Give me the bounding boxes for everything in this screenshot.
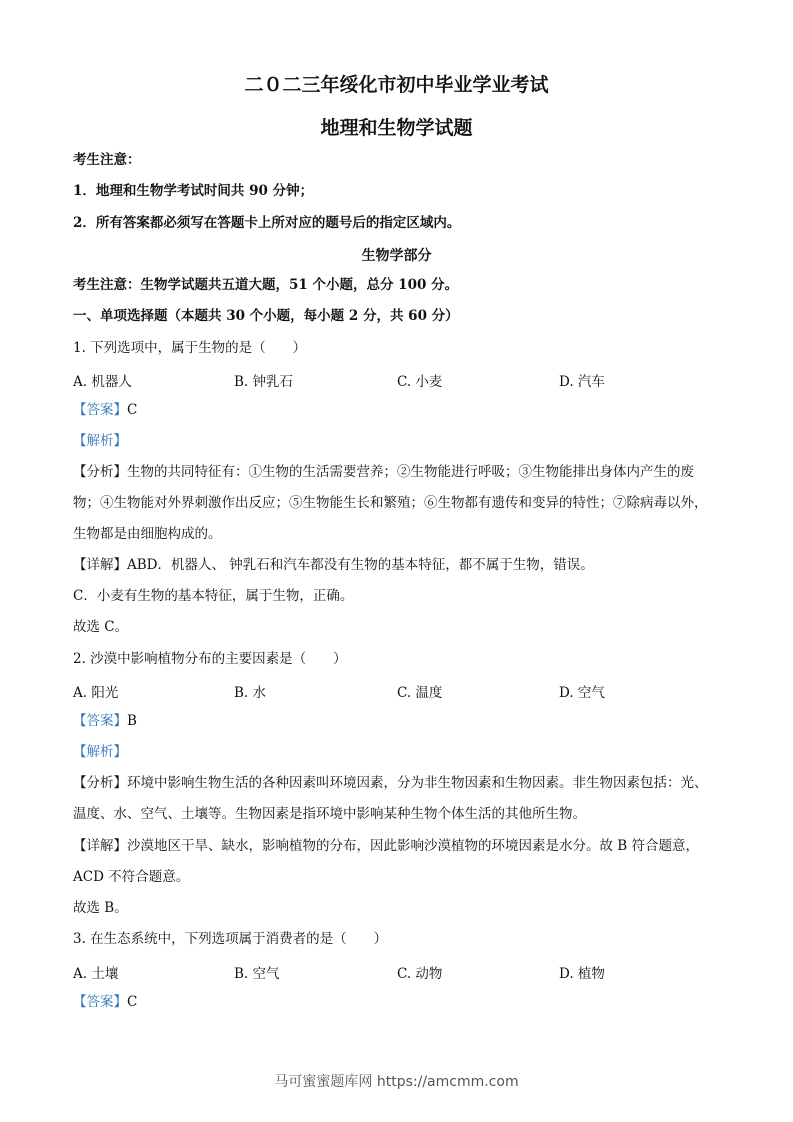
question-3-option-b: B. 空气 — [234, 966, 280, 982]
question-2-option-c: C. 温度 — [397, 685, 443, 701]
analysis-label: 【解析】 — [73, 433, 127, 449]
notice-item-2: 2．所有答案都必须写在答题卡上所对应的题号后的指定区域内。 — [73, 215, 461, 231]
part-heading: 一、单项选择题（本题共 30 个小题，每小题 2 分，共 60 分） — [73, 308, 459, 324]
question-3-option-d: D. 植物 — [559, 966, 605, 982]
question-2-option-b: B. 水 — [234, 685, 267, 701]
question-1-stem: 1. 下列选项中，属于生物的是（ ） — [73, 340, 307, 356]
detail-text: 沙漠地区干旱、缺水，影响植物的分布，因此影响沙漠植物的环境因素是水分。故 B 符合题意， — [127, 838, 700, 854]
question-1-answer — [73, 401, 137, 419]
question-2-conclusion: 故选 B。 — [73, 900, 128, 916]
notice-item-1: 1．地理和生物学考试时间共 90 分钟； — [73, 183, 314, 199]
fenxi-label: 【分析】 — [73, 775, 127, 791]
detail-label: 【详解】 — [73, 838, 127, 854]
page-footer-watermark: 马可蜜蜜题库网 https://amcmm.com — [274, 1074, 519, 1090]
analysis-label: 【解析】 — [73, 744, 127, 760]
answer-value: C — [127, 402, 138, 418]
answer-value: B — [127, 713, 137, 729]
exam-title: 二０二三年绥化市初中毕业学业考试 — [244, 74, 549, 96]
section-title: 生物学部分 — [361, 248, 432, 264]
answer-value: C — [127, 994, 138, 1010]
question-2-fenxi-line-2: 温度、水、空气、土壤等。生物因素是指环境中影响某种生物个体生活的其他所生物。 — [73, 806, 586, 822]
answer-label: 【答案】 — [73, 994, 127, 1010]
question-3-stem: 3. 在生态系统中，下列选项属于消费者的是（ ） — [73, 931, 388, 947]
question-2-detail-line-1 — [73, 837, 699, 855]
notice-header: 考生注意： — [73, 152, 141, 168]
question-2-analysis-label — [73, 743, 127, 761]
fenxi-text: 环境中影响生物生活的各种因素叫环境因素，分为非生物因素和生物因素。非生物因素包括：光、 — [127, 775, 708, 791]
question-1-option-d: D. 汽车 — [559, 374, 605, 390]
question-2-option-a: A. 阳光 — [73, 685, 119, 701]
question-1-option-c: C. 小麦 — [397, 374, 443, 390]
question-1-detail-line-2: C．小麦有生物的基本特征，属于生物，正确。 — [73, 588, 354, 604]
question-1-option-a: A. 机器人 — [73, 374, 132, 390]
question-2-answer — [73, 712, 137, 730]
fenxi-label: 【分析】 — [73, 464, 127, 480]
answer-label: 【答案】 — [73, 402, 127, 418]
answer-label: 【答案】 — [73, 713, 127, 729]
question-2-detail-line-2: ACD 不符合题意。 — [73, 869, 190, 885]
question-1-fenxi-line-3: 生物都是由细胞构成的。 — [73, 526, 222, 542]
question-3-option-c: C. 动物 — [397, 966, 443, 982]
fenxi-text: 生物的共同特征有：①生物的生活需要营养；②生物能进行呼吸；③生物能排出身体内产生的废 — [127, 464, 694, 480]
question-1-option-b: B. 钟乳石 — [234, 374, 294, 390]
question-1-fenxi-line-1 — [73, 463, 694, 481]
question-3-option-a: A. 土壤 — [73, 966, 119, 982]
question-2-option-d: D. 空气 — [559, 685, 605, 701]
question-1-fenxi-line-2: 物；④生物能对外界刺激作出反应；⑤生物能生长和繁殖；⑥生物都有遗传和变异的特性；⑦除病毒以外， — [73, 495, 708, 511]
question-1-analysis-label — [73, 432, 127, 450]
question-1-detail-line-1 — [73, 556, 594, 574]
detail-label: 【详解】 — [73, 557, 127, 573]
question-1-conclusion: 故选 C。 — [73, 619, 129, 635]
question-2-stem: 2. 沙漠中影响植物分布的主要因素是（ ） — [73, 651, 347, 667]
bio-notice: 考生注意：生物学试题共五道大题，51 个小题，总分 100 分。 — [73, 277, 459, 293]
question-3-answer — [73, 993, 137, 1011]
exam-subtitle: 地理和生物学试题 — [320, 117, 473, 139]
detail-text: ABD．机器人、 钟乳石和汽车都没有生物的基本特征，都不属于生物，错误。 — [127, 557, 594, 573]
question-2-fenxi-line-1 — [73, 774, 708, 792]
